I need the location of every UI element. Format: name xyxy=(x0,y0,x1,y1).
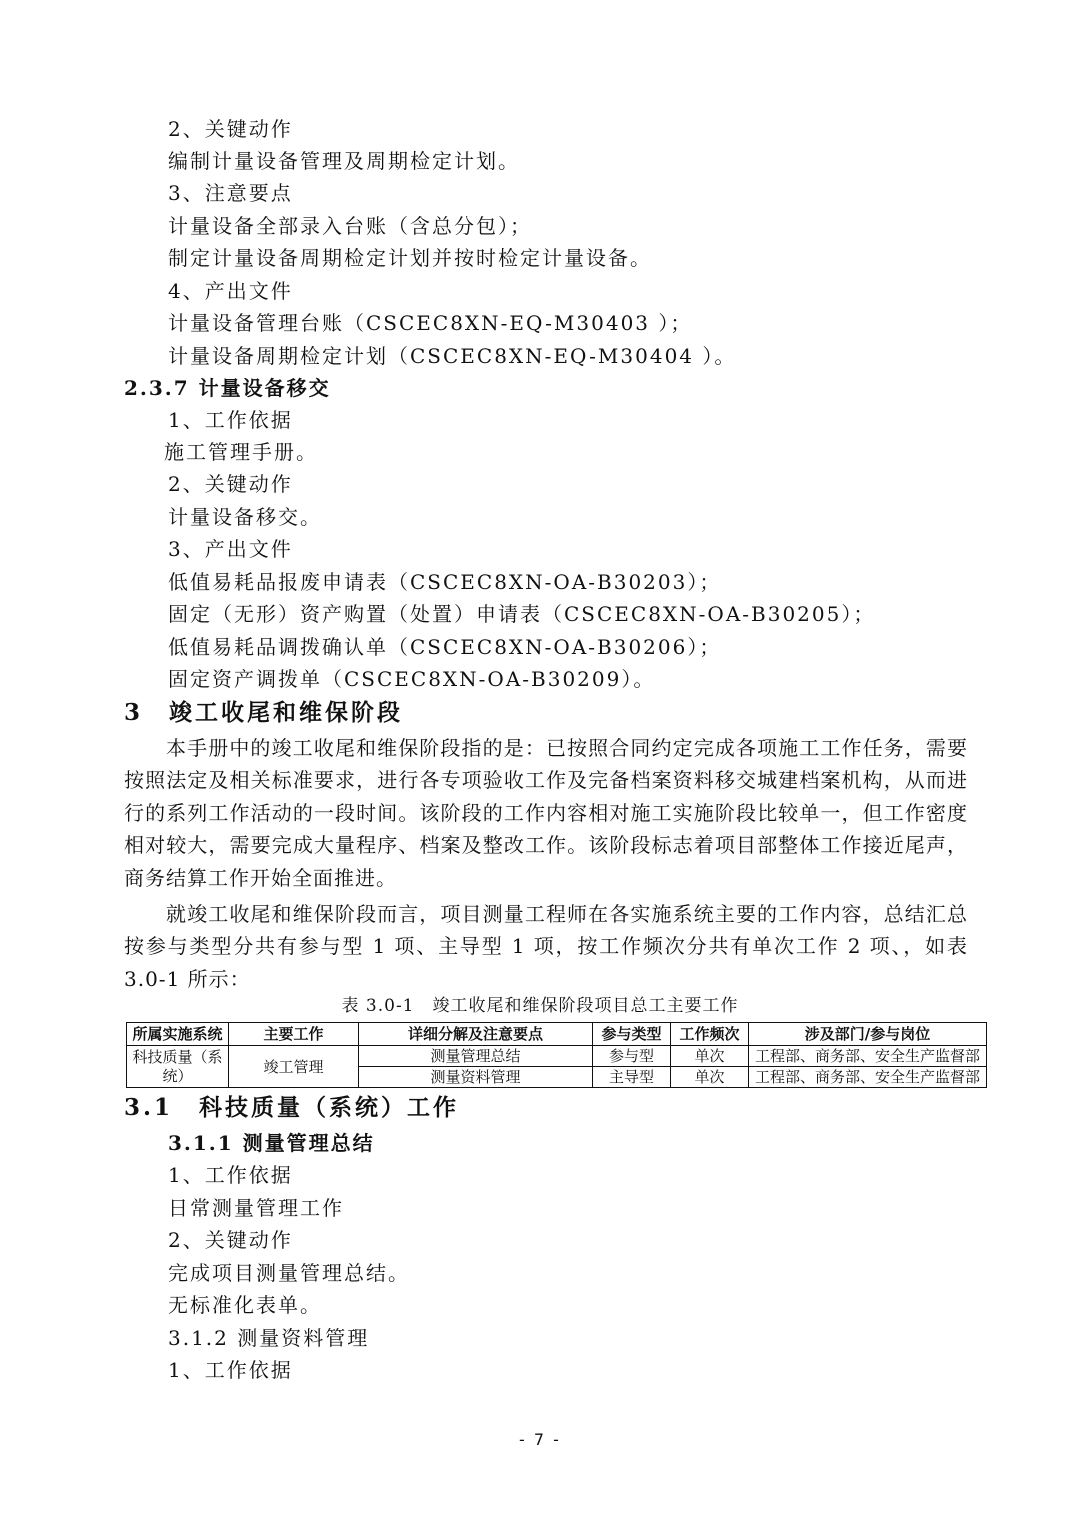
table-cell: 主导型 xyxy=(593,1067,671,1088)
section-heading-3: 3 竣工收尾和维保阶段 xyxy=(124,699,404,726)
text-line: 低值易耗品调拨确认单（CSCEC8XN-OA-B30206）； xyxy=(168,635,722,659)
table-header: 主要工作 xyxy=(229,1023,359,1046)
text-line: 计量设备移交。 xyxy=(168,505,322,529)
text-line: 日常测量管理工作 xyxy=(168,1196,344,1220)
table-header: 工作频次 xyxy=(671,1023,749,1046)
text-line: 计量设备周期检定计划（CSCEC8XN-EQ-M30404 ）。 xyxy=(168,344,737,368)
table-cell: 工程部、商务部、安全生产监督部 xyxy=(749,1067,987,1088)
table-cell: 工程部、商务部、安全生产监督部 xyxy=(749,1046,987,1067)
text-line: 制定计量设备周期检定计划并按时检定计量设备。 xyxy=(168,246,652,270)
paragraph: 就竣工收尾和维保阶段而言，项目测量工程师在各实施系统主要的工作内容，总结汇总按参与类型分共有参与型 1 项、主导型 1 项，按工作频次分共有单次工作 2 项、，如表 3.0-1 所示： xyxy=(124,902,968,991)
table-row xyxy=(127,1046,987,1067)
text-line: 2、关键动作 xyxy=(168,472,293,496)
text-line: 低值易耗品报废申请表（CSCEC8XN-OA-B30203）； xyxy=(168,570,722,594)
text-line: 完成项目测量管理总结。 xyxy=(168,1261,410,1285)
section-3-paragraphs xyxy=(124,732,968,995)
text-line: 计量设备管理台账（CSCEC8XN-EQ-M30403 ）； xyxy=(168,311,693,335)
table-header: 参与类型 xyxy=(593,1023,671,1046)
text-line: 施工管理手册。 xyxy=(164,440,318,464)
page-number: - 7 - xyxy=(519,1430,561,1449)
text-line: 3、注意要点 xyxy=(168,181,293,205)
text-line: 3、产出文件 xyxy=(168,537,293,561)
text-line: 固定（无形）资产购置（处置）申请表（CSCEC8XN-OA-B30205）； xyxy=(168,602,876,626)
table-header: 涉及部门/参与岗位 xyxy=(749,1023,987,1046)
table-cell-system: 科技质量（系统） xyxy=(127,1046,229,1088)
table-header-row xyxy=(127,1023,987,1046)
text-line: 1、工作依据 xyxy=(168,1358,293,1382)
table-header: 所属实施系统 xyxy=(127,1023,229,1046)
section-heading-2-3-7: 2.3.7 计量设备移交 xyxy=(124,376,331,400)
text-line: 计量设备全部录入台账（含总分包）； xyxy=(168,214,532,238)
table-header: 详细分解及注意要点 xyxy=(359,1023,593,1046)
table-cell: 测量资料管理 xyxy=(359,1067,593,1088)
text-line: 固定资产调拨单（CSCEC8XN-OA-B30209）。 xyxy=(168,667,656,691)
section-heading-3-1: 3.1 科技质量（系统）工作 xyxy=(124,1094,460,1121)
table-caption: 表 3.0-1 竣工收尾和维保阶段项目总工主要工作 xyxy=(341,996,739,1016)
table-cell: 单次 xyxy=(671,1067,749,1088)
section-heading-3-1-1: 3.1.1 测量管理总结 xyxy=(168,1131,375,1155)
text-line: 2、关键动作 xyxy=(168,1228,293,1252)
table-cell: 测量管理总结 xyxy=(359,1046,593,1067)
text-line: 1、工作依据 xyxy=(168,408,293,432)
text-line: 2、关键动作 xyxy=(168,117,293,141)
text-line: 1、工作依据 xyxy=(168,1163,293,1187)
text-line: 编制计量设备管理及周期检定计划。 xyxy=(168,149,520,173)
table-cell: 参与型 xyxy=(593,1046,671,1067)
table-cell-work: 竣工管理 xyxy=(229,1046,359,1088)
text-line: 4、产出文件 xyxy=(168,279,293,303)
work-table xyxy=(126,1022,987,1088)
paragraph: 本手册中的竣工收尾和维保阶段指的是：已按照合同约定完成各项施工工作任务，需要按照法定及相关标准要求，进行各专项验收工作及完备档案资料移交城建档案机构，从而进行的系列工作活动的一段时间。该阶段的工作内容相对施工实施阶段比较单一，但工作密度相对较大，需要完成大量程序、档案及整改工作。该阶段标志着项目部整体工作接近尾声，商务结算工作开始全面推进。 xyxy=(124,736,968,890)
section-heading-3-1-2: 3.1.2 测量资料管理 xyxy=(168,1326,370,1350)
text-line: 无标准化表单。 xyxy=(168,1293,322,1317)
table-cell: 单次 xyxy=(671,1046,749,1067)
